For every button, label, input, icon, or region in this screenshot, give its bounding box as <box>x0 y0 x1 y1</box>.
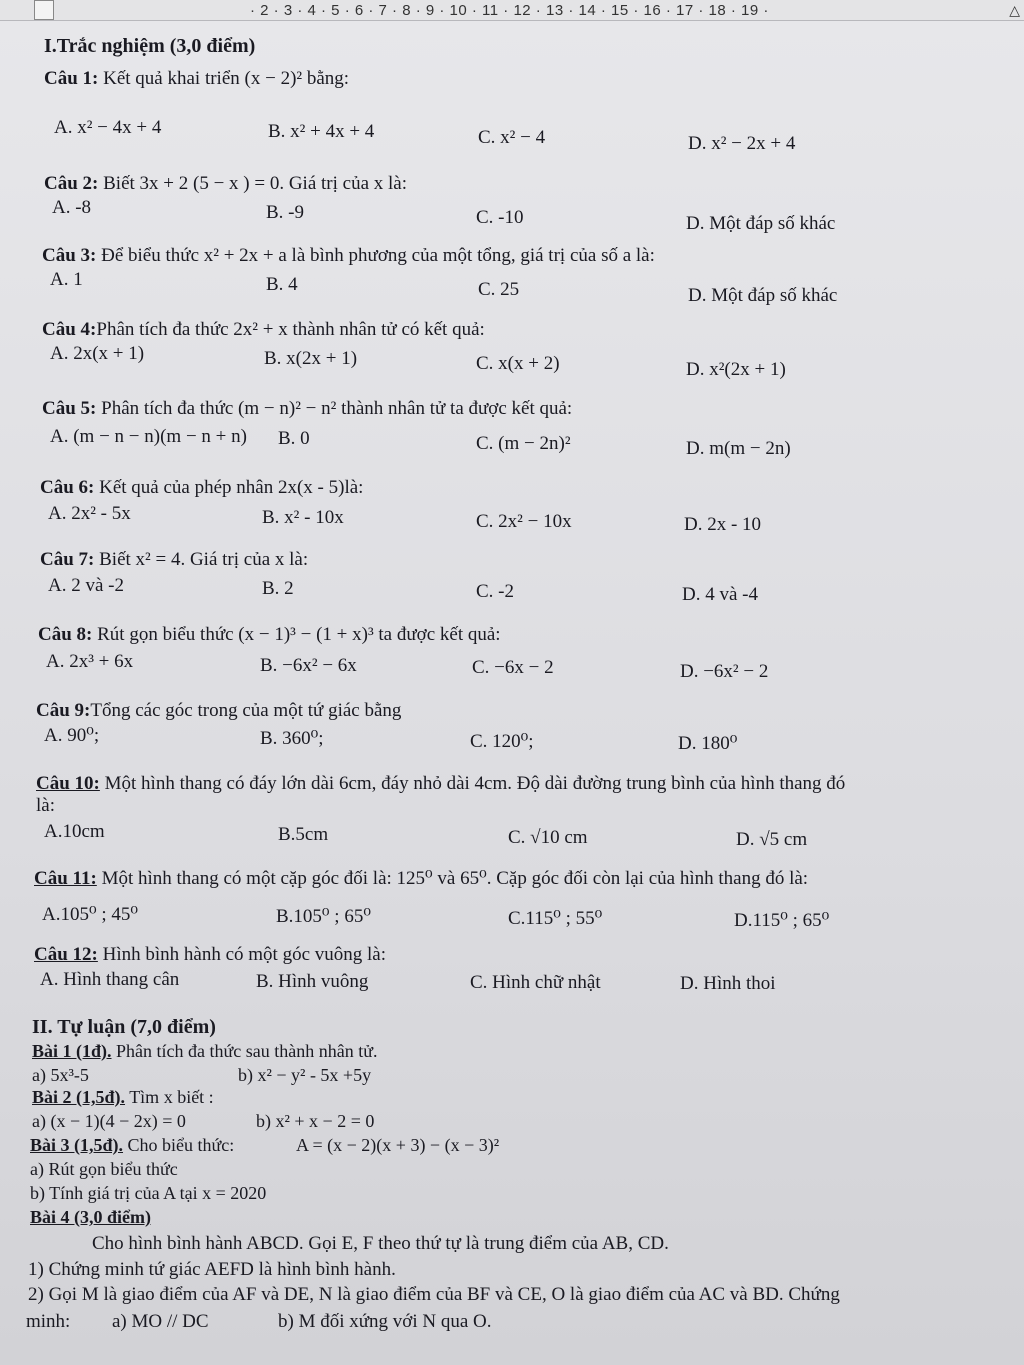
bai2-text: Tìm x biết : <box>125 1087 214 1107</box>
bai2-label: Bài 2 (1,5đ). <box>32 1087 126 1107</box>
q8-text: Rút gọn biểu thức (x − 1)³ − (1 + x)³ ta được kết quả: <box>92 624 501 645</box>
q12-option-d: D. Hình thoi <box>680 973 776 994</box>
q3-option-a: A. 1 <box>50 269 83 290</box>
q11-option-d: D.115⁰ ; 65⁰ <box>734 910 830 931</box>
bai4-part-2-minh: minh: <box>26 1311 71 1332</box>
q10-option-a: A.10cm <box>44 821 105 842</box>
bai4-part-2b: b) M đối xứng với N qua O. <box>278 1311 492 1332</box>
q8-option-b: B. −6x² − 6x <box>260 655 357 676</box>
bai4-part-2a: a) MO // DC <box>112 1311 209 1332</box>
bai2-part-b: b) x² + x − 2 = 0 <box>256 1111 375 1131</box>
bai3-part-a: a) Rút gọn biểu thức <box>30 1159 178 1179</box>
q4-option-d: D. x²(2x + 1) <box>686 359 786 380</box>
bai4-intro: Cho hình bình hành ABCD. Gọi E, F theo thứ tự là trung điểm của AB, CD. <box>92 1233 669 1254</box>
q1-option-b: B. x² + 4x + 4 <box>268 121 375 142</box>
bai1-text: Phân tích đa thức sau thành nhân tử. <box>111 1041 378 1061</box>
q5-option-b: B. 0 <box>278 428 310 449</box>
q3-option-c: C. 25 <box>478 279 520 300</box>
q9-option-d: D. 180⁰ <box>678 733 738 754</box>
q10-text-line2: là: <box>36 795 55 816</box>
bai2-title <box>32 1087 214 1108</box>
q2-label: Câu 2: <box>44 173 99 194</box>
q9-option-b: B. 360⁰; <box>260 728 324 749</box>
part1-heading: I.Trắc nghiệm (3,0 điểm) <box>44 35 256 57</box>
q8-option-c: C. −6x − 2 <box>472 657 554 678</box>
q7-option-b: B. 2 <box>262 578 294 599</box>
q7-option-a: A. 2 và -2 <box>48 575 124 596</box>
q11-text: Một hình thang có một cặp góc đối là: 125⁰ và 65⁰. Cặp góc đối còn lại của hình thang đó là: <box>96 868 809 889</box>
question-5 <box>42 398 572 420</box>
question-3 <box>42 245 655 267</box>
bai4-part-1: 1) Chứng minh tứ giác AEFD là hình bình hành. <box>28 1259 396 1280</box>
q1-option-d: D. x² − 2x + 4 <box>688 133 796 154</box>
q3-option-b: B. 4 <box>266 274 298 295</box>
question-6 <box>40 477 363 499</box>
q7-label: Câu 7: <box>40 549 95 570</box>
q9-option-a: A. 90⁰; <box>44 725 100 746</box>
q8-option-d: D. −6x² − 2 <box>680 661 769 682</box>
q6-option-c: C. 2x² − 10x <box>476 511 572 532</box>
q1-option-a: A. x² − 4x + 4 <box>54 117 162 138</box>
q4-label: Câu 4: <box>42 319 97 340</box>
q12-option-b: B. Hình vuông <box>256 971 369 992</box>
q12-text: Hình bình hành có một góc vuông là: <box>97 944 387 965</box>
q2-option-b: B. -9 <box>266 202 304 223</box>
question-8 <box>38 624 501 646</box>
q2-option-c: C. -10 <box>476 207 524 228</box>
bai3-title <box>30 1135 234 1156</box>
question-2 <box>44 173 407 195</box>
q4-option-b: B. x(2x + 1) <box>264 348 358 369</box>
q6-text: Kết quả của phép nhân 2x(x - 5)là: <box>94 477 364 498</box>
q4-option-a: A. 2x(x + 1) <box>50 343 145 364</box>
q1-option-c: C. x² − 4 <box>478 127 546 148</box>
q10-option-d: D. √5 cm <box>736 829 808 850</box>
q6-option-a: A. 2x² - 5x <box>48 503 131 524</box>
bai3-text: Cho biểu thức: <box>123 1135 235 1155</box>
q5-option-c: C. (m − 2n)² <box>476 433 571 454</box>
question-7 <box>40 549 308 571</box>
q3-label: Câu 3: <box>42 245 97 266</box>
question-9 <box>36 700 401 722</box>
q11-option-c: C.115⁰ ; 55⁰ <box>508 908 603 929</box>
q1-label: Câu 1: <box>44 68 99 89</box>
q5-label: Câu 5: <box>42 398 97 419</box>
q2-option-d: D. Một đáp số khác <box>686 213 836 234</box>
q4-option-c: C. x(x + 2) <box>476 353 560 374</box>
q1-text: Kết quả khai triển (x − 2)² bằng: <box>98 68 350 89</box>
ruler-indent-marker-icon[interactable] <box>34 0 54 20</box>
q5-text: Phân tích đa thức (m − n)² − n² thành nhân tử ta được kết quả: <box>96 398 573 419</box>
q11-option-b: B.105⁰ ; 65⁰ <box>276 906 371 927</box>
bai2-part-a: a) (x − 1)(4 − 2x) = 0 <box>32 1111 186 1131</box>
document-page <box>0 21 1024 1365</box>
ruler-ticks: · 2 · 3 · 4 · 5 · 6 · 7 · 8 · 9 · 10 · 11 · 12 · 13 · 14 · 15 · 16 · 17 · 18 · 19 · <box>250 2 769 19</box>
q3-text: Để biểu thức x² + 2x + a là bình phương của một tổng, giá trị của số a là: <box>96 245 655 266</box>
q3-option-d: D. Một đáp số khác <box>688 285 838 306</box>
q6-label: Câu 6: <box>40 477 95 498</box>
q8-label: Câu 8: <box>38 624 93 645</box>
bai1-part-a: a) 5x³-5 <box>32 1065 89 1085</box>
q12-option-c: C. Hình chữ nhật <box>470 972 601 993</box>
q12-label: Câu 12: <box>34 944 98 965</box>
question-4 <box>42 319 485 341</box>
q12-option-a: A. Hình thang cân <box>40 969 180 990</box>
bai1-title <box>32 1041 377 1062</box>
q9-option-c: C. 120⁰; <box>470 731 534 752</box>
question-11 <box>34 867 808 890</box>
q2-option-a: A. -8 <box>52 197 92 218</box>
bai3-part-b: b) Tính giá trị của A tại x = 2020 <box>30 1183 267 1203</box>
question-1 <box>44 68 349 90</box>
q6-option-b: B. x² - 10x <box>262 507 344 528</box>
part2-heading: II. Tự luận (7,0 điểm) <box>32 1016 216 1038</box>
question-10 <box>36 773 845 795</box>
q5-option-d: D. m(m − 2n) <box>686 438 791 459</box>
q10-option-c: C. √10 cm <box>508 827 588 848</box>
q10-option-b: B.5cm <box>278 824 329 845</box>
q10-label: Câu 10: <box>36 773 100 794</box>
q11-label: Câu 11: <box>34 868 97 889</box>
horizontal-ruler <box>0 0 1024 21</box>
bai3-label: Bài 3 (1,5đ). <box>30 1135 124 1155</box>
q7-option-d: D. 4 và -4 <box>682 584 758 605</box>
q7-text: Biết x² = 4. Giá trị của x là: <box>94 549 309 570</box>
question-12 <box>34 944 386 966</box>
q6-option-d: D. 2x - 10 <box>684 514 762 535</box>
bai4-part-2: 2) Gọi M là giao điểm của AF và DE, N là giao điểm của BF và CE, O là giao điểm của AC và BD. Chứng <box>28 1284 840 1305</box>
q7-option-c: C. -2 <box>476 581 514 602</box>
bai4-label: Bài 4 (3,0 điểm) <box>30 1207 151 1227</box>
q5-option-a: A. (m − n − n)(m − n + n) <box>50 426 247 447</box>
q10-text: Một hình thang có đáy lớn dài 6cm, đáy nhỏ dài 4cm. Độ dài đường trung bình của hình thang đó <box>99 773 846 794</box>
q9-text: Tổng các góc trong của một tứ giác bằng <box>90 700 402 721</box>
bai1-part-b: b) x² − y² - 5x +5y <box>238 1065 372 1085</box>
q2-text: Biết 3x + 2 (5 − x ) = 0. Giá trị của x là: <box>98 173 408 194</box>
q9-label: Câu 9: <box>36 700 91 721</box>
bai3-expression: A = (x − 2)(x + 3) − (x − 3)² <box>296 1135 500 1155</box>
q11-option-a: A.105⁰ ; 45⁰ <box>42 904 138 925</box>
right-indent-marker-icon[interactable]: △ <box>1009 2 1020 18</box>
bai1-label: Bài 1 (1đ). <box>32 1041 112 1061</box>
q8-option-a: A. 2x³ + 6x <box>46 651 134 672</box>
q4-text: Phân tích đa thức 2x² + x thành nhân tử có kết quả: <box>96 319 485 340</box>
